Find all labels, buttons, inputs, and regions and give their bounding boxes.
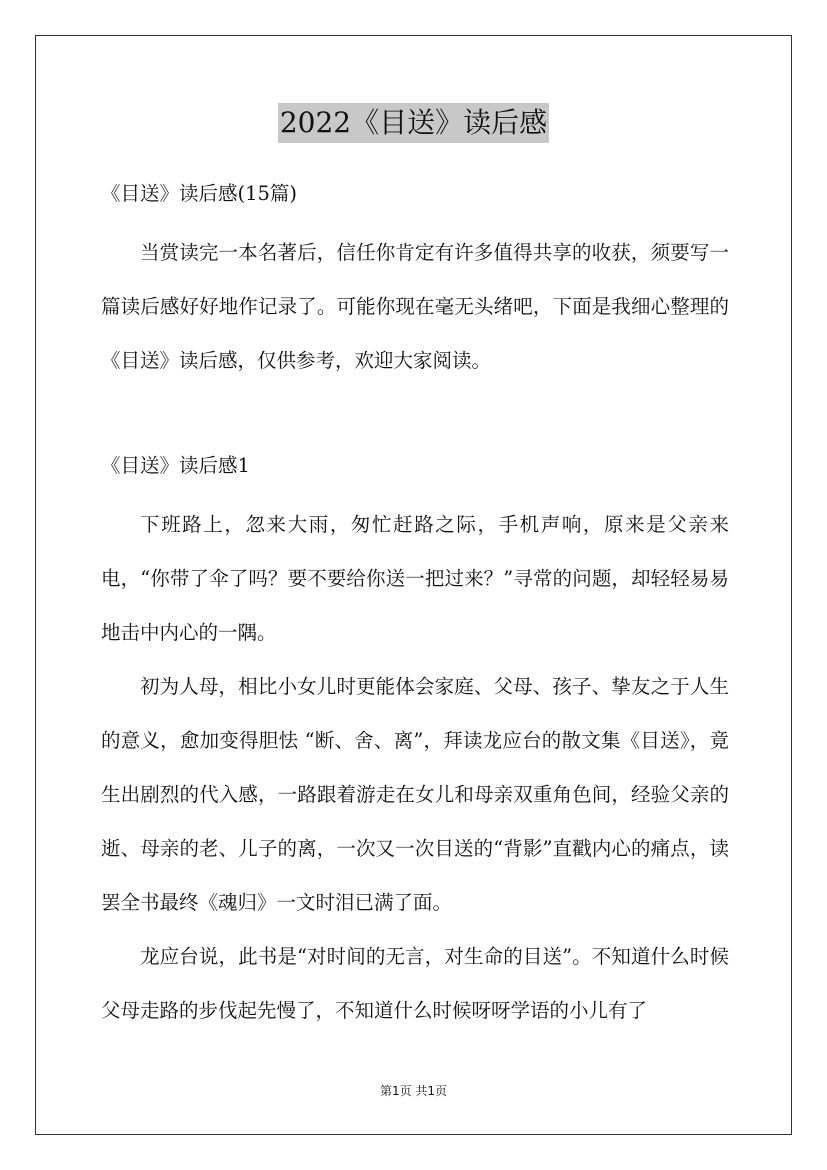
body-paragraph-1: 下班路上，忽来大雨，匆忙赶路之际，手机声响，原来是父亲来电，“你带了伞了吗？要不要给你送一把过来？”寻常的问题，却轻轻易易地击中内心的一隅。 — [101, 513, 729, 644]
section-heading: 《目送》读后感1 — [101, 454, 250, 477]
intro-paragraph: 当赏读完一本名著后，信任你肯定有许多值得共享的收获，须要写一篇读后感好好地作记录了。可能你现在毫无头绪吧，下面是我细心整理的《目送》读后感，仅供参考，欢迎大家阅读。 — [101, 241, 729, 372]
document-title: 2022《目送》读后感 — [278, 103, 549, 143]
intro-heading: 《目送》读后感(15篇) — [101, 182, 298, 205]
document-body — [101, 174, 729, 1038]
page-number: 第1页 共1页 — [379, 1084, 448, 1098]
body-paragraph-3: 龙应台说，此书是“对时间的无言，对生命的目送”。不知道什么时候父母走路的步伐起先慢了，不知道什么时候呀呀学语的小儿有了 — [101, 945, 729, 1022]
title-container — [0, 103, 827, 143]
page-footer — [0, 1082, 827, 1099]
body-paragraph-2: 初为人母，相比小女儿时更能体会家庭、父母、孩子、挚友之于人生的意义，愈加变得胆怯 “断、舍、离”，拜读龙应台的散文集《目送》，竟生出剧烈的代入感，一路跟着游走在女儿和母亲双重角色间，经验父亲的逝、母亲的老、儿子的离，一次又一次目送的“背影”直戳内心的痛点，读罢全书最终《魂归》一文时泪已满了面。 — [101, 675, 729, 914]
